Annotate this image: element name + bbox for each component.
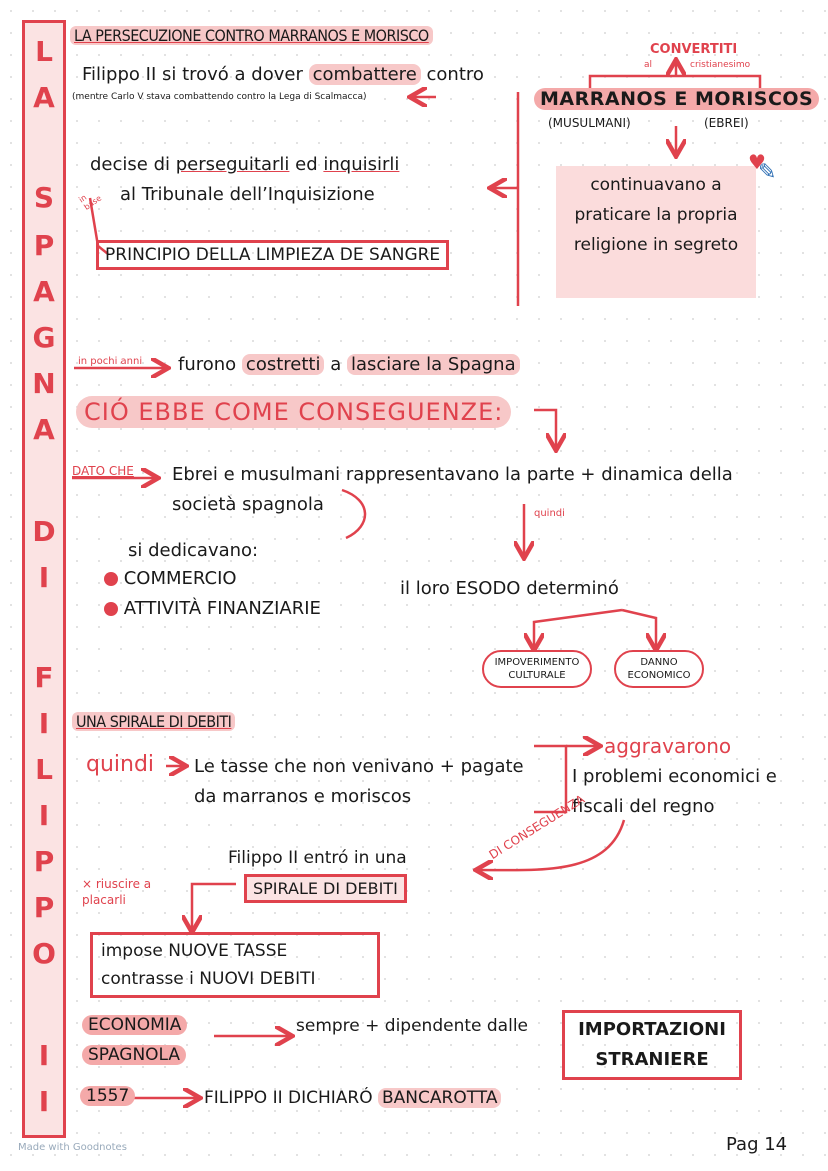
intro-pre: Filippo II si trovó a dover bbox=[82, 64, 303, 85]
dato-che: DATO CHE bbox=[72, 464, 134, 478]
problemi-text: I problemi economici e fiscali del regno bbox=[572, 766, 777, 817]
bullet-commercio bbox=[104, 568, 237, 589]
di-conseguenza: DI CONSEGUENZA bbox=[486, 792, 588, 862]
in-base-label: in base bbox=[77, 192, 104, 212]
side-letter: P bbox=[33, 891, 55, 924]
year-1557: 1557 bbox=[80, 1086, 135, 1106]
importazioni-box bbox=[562, 1010, 742, 1080]
impose-line1: impose NUOVE TASSE bbox=[101, 941, 288, 961]
lasciare-spagna: lasciare la Spagna bbox=[347, 354, 520, 375]
section-title-persecuzione: LA PERSECUZIONE CONTRO MARRANOS E MORISCO bbox=[70, 26, 433, 45]
cristianesimo-label: cristianesimo bbox=[690, 60, 751, 70]
side-letter: I bbox=[38, 1039, 50, 1072]
side-letter: N bbox=[32, 367, 56, 400]
side-letter: A bbox=[33, 275, 55, 308]
intro-note: (mentre Carlo V stava combattendo contro la Lega di Scalmacca) bbox=[72, 92, 367, 102]
side-letter: G bbox=[32, 321, 56, 354]
spirale-box: SPIRALE DI DEBITI bbox=[244, 874, 407, 903]
decise-mid: ed bbox=[295, 154, 318, 175]
al-label: al bbox=[644, 60, 653, 70]
ebrei-label: (EBREI) bbox=[704, 116, 749, 130]
musulmani-label: (MUSULMANI) bbox=[548, 116, 631, 130]
side-letter: I bbox=[38, 561, 50, 594]
filippo-entro: Filippo II entró in una bbox=[228, 848, 407, 868]
importazioni-line1: IMPORTAZIONI bbox=[578, 1019, 726, 1040]
furono-line bbox=[178, 354, 520, 375]
impose-box bbox=[90, 932, 380, 998]
intro-post: contro bbox=[426, 64, 484, 85]
in-pochi-anni: in pochi anni bbox=[78, 356, 143, 367]
bullet-dot bbox=[104, 572, 118, 586]
cloud-danno: DANNO ECONOMICO bbox=[614, 650, 704, 688]
decise-pre: decise di bbox=[90, 154, 170, 175]
continuavano-box: continuavano a praticare la propria religione in segreto bbox=[556, 166, 756, 298]
bancarotta-line bbox=[204, 1088, 501, 1108]
quindi-small: quindi bbox=[534, 508, 565, 519]
side-letter: I bbox=[38, 1085, 50, 1118]
side-letter: I bbox=[38, 707, 50, 740]
side-letter: S bbox=[33, 181, 55, 214]
aggravarono: aggravarono bbox=[604, 734, 732, 758]
conseguenze-heading: CIÓ EBBE COME CONSEGUENZE: bbox=[76, 396, 511, 428]
sempre-dipendente: sempre + dipendente dalle bbox=[296, 1016, 528, 1036]
dichiaro: FILIPPO II DICHIARÓ bbox=[204, 1088, 373, 1108]
section-title-spirale: UNA SPIRALE DI DEBITI bbox=[72, 712, 235, 731]
cloud-impoverimento: IMPOVERIMENTO CULTURALE bbox=[482, 650, 592, 688]
economia-line1: ECONOMIA bbox=[82, 1015, 187, 1035]
bullet-dot bbox=[104, 602, 118, 616]
bullet-attivita bbox=[104, 598, 321, 619]
marranos-moriscos: MARRANOS E MORISCOS bbox=[534, 88, 819, 110]
costretti: costretti bbox=[242, 354, 325, 375]
side-letter: P bbox=[33, 229, 55, 262]
impose-line2: contrasse i NUOVI DEBITI bbox=[101, 969, 316, 989]
quindi-large: quindi bbox=[86, 752, 155, 777]
a-word: a bbox=[330, 354, 342, 375]
side-letter: D bbox=[32, 515, 56, 548]
decise-inquisirli: inquisirli bbox=[323, 154, 400, 175]
riuscire-note: × riuscire a placarli bbox=[82, 877, 152, 907]
side-letter: P bbox=[33, 845, 55, 878]
bullet-text: COMMERCIO bbox=[123, 568, 237, 589]
ebrei-musulmani-text: Ebrei e musulmani rappresentavano la parte + dinamica della società spagnola bbox=[172, 464, 733, 515]
dedicavano-label: si dedicavano: bbox=[128, 540, 259, 561]
side-letter: A bbox=[33, 413, 55, 446]
tribunale-line: al Tribunale dell’Inquisizione bbox=[120, 184, 375, 205]
side-letter: L bbox=[35, 753, 53, 786]
importazioni-line2: STRANIERE bbox=[595, 1049, 709, 1070]
intro-line bbox=[82, 64, 484, 85]
side-letter: I bbox=[38, 799, 50, 832]
side-letter: A bbox=[33, 81, 55, 114]
page-number: Pag 14 bbox=[726, 1134, 788, 1155]
side-letter: F bbox=[34, 661, 54, 694]
decise-perseguitarli: perseguitarli bbox=[175, 154, 290, 175]
side-letter: L bbox=[35, 35, 53, 68]
decise-line bbox=[90, 154, 399, 175]
heart-icon: ♥ bbox=[748, 150, 766, 174]
economia-block bbox=[82, 1010, 187, 1070]
convertiti-label: CONVERTITI bbox=[650, 42, 738, 57]
pen-icon: ✎ bbox=[758, 160, 777, 185]
esodo-line: il loro ESODO determinó bbox=[400, 578, 619, 599]
side-letter: O bbox=[32, 937, 56, 970]
principio-box: PRINCIPIO DELLA LIMPIEZA DE SANGRE bbox=[96, 240, 449, 270]
goodnotes-badge: Made with Goodnotes bbox=[18, 1142, 127, 1153]
tasse-text: Le tasse che non venivano + pagate da marranos e moriscos bbox=[194, 756, 524, 807]
furono: furono bbox=[178, 354, 237, 375]
economia-line2: SPAGNOLA bbox=[82, 1045, 186, 1065]
bullet-text: ATTIVITÀ FINANZIARIE bbox=[123, 598, 321, 619]
intro-highlight: combattere bbox=[309, 64, 421, 85]
bancarotta: BANCAROTTA bbox=[378, 1088, 501, 1108]
